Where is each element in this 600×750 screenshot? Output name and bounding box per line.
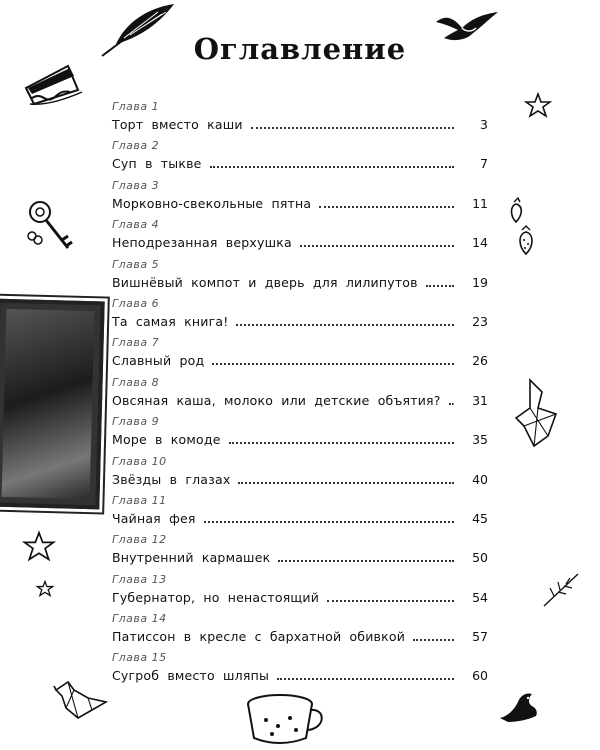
dot-leader <box>278 560 454 562</box>
chapter-line <box>112 429 488 447</box>
dot-leader <box>210 166 454 168</box>
portrait-frame <box>0 299 105 510</box>
chapter-line <box>112 626 488 644</box>
chapter-title: Вишнёвый компот и дверь для лилипутов <box>112 274 418 290</box>
page-number: 19 <box>472 274 488 290</box>
toc-list <box>112 100 488 691</box>
dot-leader <box>413 639 454 641</box>
toc-entry[interactable] <box>112 651 488 690</box>
page-number: 11 <box>472 195 488 211</box>
cake-slice-icon <box>20 60 88 108</box>
page-number: 50 <box>472 550 488 566</box>
dot-leader <box>212 363 454 365</box>
chapter-line <box>112 193 488 211</box>
toc-entry[interactable] <box>112 258 488 297</box>
star-icon <box>36 580 54 597</box>
toc-entry[interactable] <box>112 573 488 612</box>
chapter-label: Глава 10 <box>112 454 167 468</box>
toc-entry[interactable] <box>112 455 488 494</box>
chapter-title: Чайная фея <box>112 510 196 526</box>
page-number: 57 <box>472 629 488 645</box>
chapter-title: Губернатор, но ненастоящий <box>112 589 320 605</box>
chapter-title: Звёзды в глазах <box>112 471 231 487</box>
page-number: 45 <box>472 510 488 526</box>
dot-leader <box>251 127 454 129</box>
page-number: 54 <box>472 589 488 605</box>
chapter-label: Глава 9 <box>112 415 160 429</box>
chapter-label: Глава 11 <box>112 493 167 507</box>
chapter-line <box>112 390 488 408</box>
toc-entry[interactable] <box>112 612 488 651</box>
dot-leader <box>319 206 454 208</box>
dot-leader <box>236 324 454 326</box>
chapter-title: Суп в тыкве <box>112 156 202 172</box>
page-number: 60 <box>472 668 488 684</box>
origami-bird-icon <box>512 374 564 450</box>
chapter-title: Сугроб вместо шляпы <box>112 668 270 684</box>
star-icon <box>22 530 56 562</box>
chapter-line <box>112 665 488 683</box>
page-title: Оглавление <box>193 32 407 66</box>
chapter-label: Глава 14 <box>112 612 167 626</box>
page-number: 3 <box>480 117 488 132</box>
toc-entry[interactable] <box>112 218 488 257</box>
page-number: 23 <box>472 313 488 329</box>
chapter-line <box>112 232 488 250</box>
chapter-label: Глава 8 <box>112 375 160 389</box>
strawberry-icon <box>506 196 540 260</box>
dot-leader <box>277 678 454 680</box>
chapter-label: Глава 3 <box>112 178 160 192</box>
page-number: 7 <box>480 156 488 172</box>
chapter-title: Славный род <box>112 353 205 369</box>
chapter-line <box>112 114 488 132</box>
twig-icon <box>540 570 584 610</box>
chapter-title: Овсяная каша, молоко или детские объятия? <box>112 392 441 408</box>
page-number: 26 <box>472 353 488 369</box>
chapter-title: Неподрезанная верхушка <box>112 235 292 251</box>
dot-leader <box>426 285 454 287</box>
chapter-line <box>112 350 488 368</box>
chapter-label: Глава 4 <box>112 218 160 232</box>
chapter-line <box>112 272 488 290</box>
page-number: 35 <box>472 432 488 448</box>
chapter-title: Морковно-свекольные пятна <box>112 195 312 211</box>
toc-entry[interactable] <box>112 139 488 178</box>
toc-entry[interactable] <box>112 336 488 375</box>
toc-entry[interactable] <box>112 100 488 139</box>
dot-leader <box>327 600 454 602</box>
chapter-line <box>112 547 488 565</box>
toc-entry[interactable] <box>112 415 488 454</box>
page-number: 31 <box>472 392 488 408</box>
toc-entry[interactable] <box>112 179 488 218</box>
key-icon <box>22 196 82 260</box>
chapter-label: Глава 12 <box>112 533 167 547</box>
dot-leader <box>449 403 454 405</box>
chapter-label: Глава 5 <box>112 257 160 271</box>
bird-icon <box>496 688 542 728</box>
chapter-line <box>112 587 488 605</box>
dot-leader <box>204 521 454 523</box>
dot-leader <box>229 442 454 444</box>
chapter-label: Глава 1 <box>112 100 160 113</box>
chapter-line <box>112 469 488 487</box>
chapter-label: Глава 6 <box>112 296 160 310</box>
teacup-icon <box>242 690 332 748</box>
page-number: 40 <box>472 471 488 487</box>
origami-crane-icon <box>52 668 110 724</box>
chapter-line <box>112 153 488 171</box>
chapter-title: Море в комоде <box>112 432 221 448</box>
chapter-label: Глава 15 <box>112 651 167 665</box>
chapter-title: Внутренний кармашек <box>112 550 271 566</box>
chapter-label: Глава 2 <box>112 139 160 153</box>
chapter-title: Патиссон в кресле с бархатной обивкой <box>112 629 406 645</box>
chapter-title: Та самая книга! <box>112 313 229 329</box>
chapter-line <box>112 508 488 526</box>
toc-entry[interactable] <box>112 494 488 533</box>
chapter-label: Глава 7 <box>112 336 160 350</box>
toc-entry[interactable] <box>112 376 488 415</box>
toc-entry[interactable] <box>112 297 488 336</box>
star-icon <box>524 92 552 118</box>
dot-leader <box>238 482 454 484</box>
page-number: 14 <box>472 235 488 251</box>
toc-entry[interactable] <box>112 533 488 572</box>
dot-leader <box>300 245 454 247</box>
chapter-label: Глава 13 <box>112 572 167 586</box>
chapter-title: Торт вместо каши <box>112 117 243 132</box>
chapter-line <box>112 311 488 329</box>
